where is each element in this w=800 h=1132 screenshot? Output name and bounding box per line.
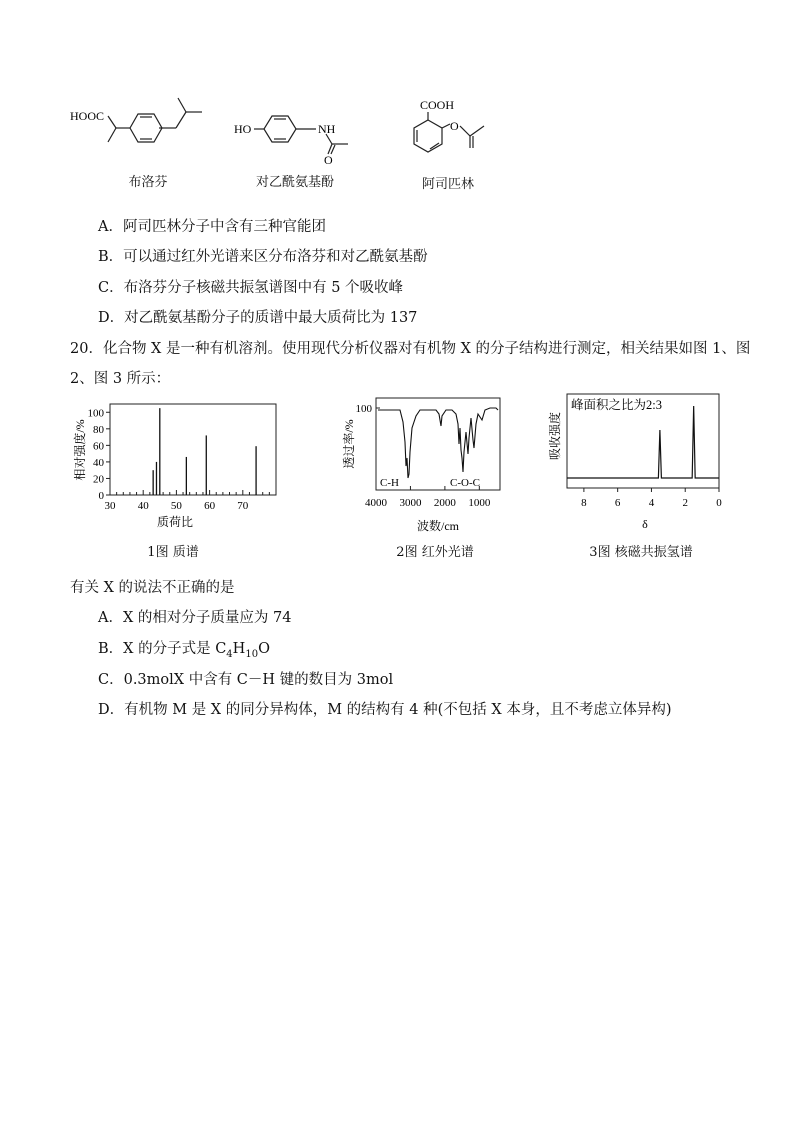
nmr-xtick-label: 6 [614, 497, 621, 509]
ir-spectrum-caption: 2图 红外光谱 [396, 545, 474, 560]
nmr-spectrum-caption: 3图 核磁共振氢谱 [589, 545, 693, 560]
nmr-xtick-label: 8 [581, 497, 587, 509]
aspirin-cooh-text: COOH [420, 98, 455, 112]
aspirin-structure [398, 96, 508, 166]
paracetamol-structure [232, 96, 372, 166]
mass-spectrum-ytick-label: 40 [93, 456, 104, 469]
mass-spectrum-caption: 1图 质谱 [147, 545, 199, 560]
mass-spectrum-xtick-label: 40 [137, 500, 149, 512]
q20-option-b-prefix: B．X 的分子式是 C [98, 641, 227, 657]
nmr-ylabel: 吸收强度 [548, 411, 562, 461]
q19-option-d: D．对乙酰氨基酚分子的质谱中最大质荷比为 137 [98, 310, 418, 326]
mass-spectrum-xtick-label: 70 [237, 500, 249, 512]
mass-spectrum-frame [110, 404, 276, 495]
paracetamol-o-text: O [324, 153, 333, 166]
ir-xtick-label: 1000 [468, 497, 491, 509]
mass-spectrum-ytick-label: 80 [93, 423, 104, 436]
mass-spectrum-xlabel: 质荷比 [156, 515, 194, 528]
aspirin-o-text: O [450, 119, 459, 133]
nmr-signal-line [567, 406, 719, 478]
nmr-spectrum-chart [545, 392, 735, 537]
ir-spectrum-chart [340, 396, 510, 536]
ir-transmittance-line [378, 408, 498, 478]
paracetamol-nh-text: NH [318, 122, 336, 136]
mass-spectrum-xtick-label: 30 [104, 500, 116, 512]
mass-spectrum-ylabel: 相对强度/% [73, 419, 87, 481]
mass-spectrum-ytick-label: 100 [87, 407, 104, 420]
q20-option-b-sub2: 10 [245, 648, 259, 660]
mass-spectrum-xtick-label: 50 [170, 500, 182, 512]
q19-option-a: A．阿司匹林分子中含有三种官能团 [98, 219, 326, 235]
q20-option-a: A．X 的相对分子质量应为 74 [98, 610, 292, 626]
ir-xtick-label: 2000 [433, 497, 456, 509]
ibuprofen-label: 布洛芬 [128, 175, 168, 190]
ir-ylabel: 透过率/% [342, 419, 356, 469]
nmr-xtick-label: 4 [648, 497, 655, 509]
nmr-annotation: 峰面积之比为2:3 [571, 398, 662, 412]
ir-xtick-label: 4000 [365, 497, 387, 509]
ibuprofen-cooh-text: HOOC [70, 109, 105, 123]
paracetamol-label: 对乙酰氨基酚 [255, 175, 334, 190]
nmr-xlabel: δ [642, 517, 648, 531]
ir-annotation-coc: C-O-C [450, 477, 480, 489]
q20-stem-line2: 2、图 3 所示： [70, 371, 171, 387]
q20-question: 有关 X 的说法不正确的是 [70, 580, 235, 596]
q20-stem-line1: 20．化合物 X 是一种有机溶剂。使用现代分析仪器对有机物 X 的分子结构进行测定，相关结果如图 1、图 [70, 341, 751, 357]
mass-spectrum-ytick-label: 0 [98, 490, 104, 502]
ir-ytick-100: 100 [355, 403, 372, 415]
mass-spectrum-xtick-label: 60 [204, 500, 216, 512]
q20-option-b-suffix: O [258, 641, 270, 657]
nmr-xtick-label: 0 [716, 497, 722, 509]
ir-xtick-label: 3000 [399, 497, 422, 509]
q20-option-b-sub1: 4 [226, 648, 233, 660]
q19-option-b: B．可以通过红外光谱来区分布洛芬和对乙酰氨基酚 [98, 249, 428, 265]
mass-spectrum-chart [68, 398, 288, 528]
q20-option-b [98, 637, 270, 660]
q19-option-c: C．布洛芬分子核磁共振氢谱图中有 5 个吸收峰 [98, 280, 404, 296]
paracetamol-ho-text: HO [234, 122, 252, 136]
q20-option-c: C．0.3molX 中含有 C－H 键的数目为 3mol [98, 672, 394, 688]
mass-spectrum-ytick-label: 20 [93, 473, 104, 486]
q20-option-b-mid: H [232, 641, 246, 657]
nmr-xtick-label: 2 [682, 497, 688, 509]
ir-annotation-ch: C-H [380, 477, 399, 489]
mass-spectrum-ytick-label: 60 [93, 440, 104, 453]
ibuprofen-structure [68, 82, 238, 152]
ir-xlabel: 波数/cm [417, 519, 459, 533]
q20-option-d: D．有机物 M 是 X 的同分异构体，M 的结构有 4 种(不包括 X 本身，且不考虑立体异构) [98, 702, 672, 718]
aspirin-label: 阿司匹林 [421, 177, 474, 192]
